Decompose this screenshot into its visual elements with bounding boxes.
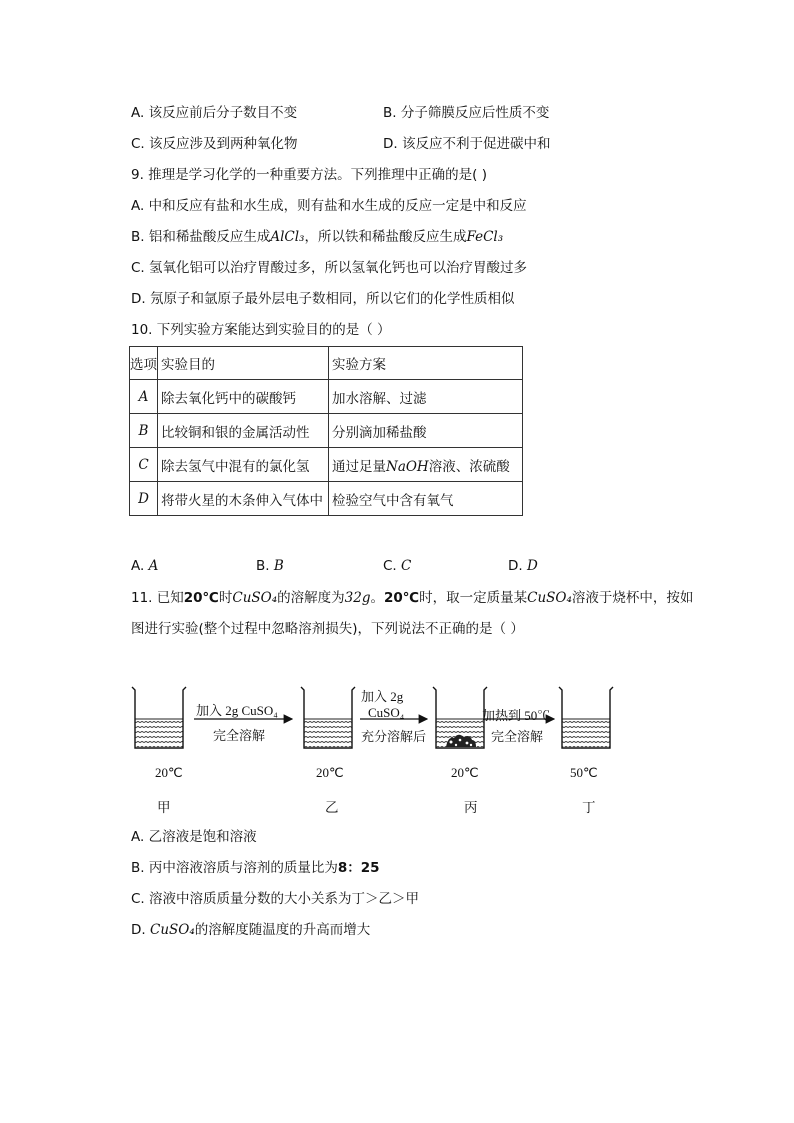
q8-option-a: A. 该反应前后分子数目不变 — [131, 105, 298, 121]
formula-alcl3: AlCl₃ — [270, 229, 305, 245]
formula-naoh: NaOH — [386, 458, 429, 475]
arrow-2-label-2 — [368, 705, 404, 721]
q10-option-c: C. C — [383, 558, 412, 574]
arrow-3-label-top — [482, 705, 550, 724]
row-plan — [329, 380, 523, 414]
temp-ding: 50℃ — [570, 765, 598, 780]
row-goal: 将带火星的木条伸入气体中 — [158, 482, 329, 516]
row-plan-text: 通过足量 — [332, 458, 386, 475]
temp-jia: 20℃ — [155, 765, 183, 780]
header-plan: 实验方案 — [329, 347, 523, 380]
q10-option-d-letter: D — [526, 558, 538, 574]
q11-stem-line2: 图进行实验(整个过程中忽略溶剂损失)，下列说法不正确的是（ ） — [131, 621, 524, 637]
row-plan-text2: 溶液、浓硫酸 — [428, 458, 510, 475]
row-plan — [329, 414, 523, 448]
table-row — [130, 380, 523, 414]
table-row — [130, 482, 523, 516]
name-jia: 甲 — [157, 800, 171, 816]
q11-text: 的溶解度为 — [277, 590, 345, 606]
q11-text: 溶液于烧杯中，按如 — [571, 590, 694, 606]
name-yi: 乙 — [325, 800, 339, 816]
beaker-bing — [433, 687, 487, 748]
row-plan — [329, 448, 523, 482]
arrow-label: 加入 2g CuSO₄ — [196, 703, 278, 718]
q11-value: 32g — [344, 590, 371, 606]
q11-option-d-text: 的溶解度随温度的升高而增大 — [194, 922, 371, 938]
q10-stem: 10. 下列实验方案能达到实验目的的是（ ） — [131, 322, 391, 338]
q10-option-b-letter: B — [273, 558, 284, 574]
q11-stem-line1 — [131, 589, 693, 607]
name-bing: 丙 — [464, 800, 478, 816]
beaker-ding — [559, 687, 613, 748]
row-plan-text: 检验空气中含有氧气 — [332, 492, 454, 509]
row-option: D — [130, 482, 158, 516]
q9-option-d: D. 氖原子和氩原子最外层电子数相同，所以它们的化学性质相似 — [131, 291, 515, 307]
q9-option-b-text2: ，所以铁和稀盐酸反应生成 — [304, 229, 467, 245]
q11-text: 时 — [218, 590, 233, 606]
q9-option-a: A. 中和反应有盐和水生成，则有盐和水生成的反应一定是中和反应 — [131, 198, 527, 214]
q8-option-c: C. 该反应涉及到两种氧化物 — [131, 136, 298, 152]
table-header-row — [130, 347, 523, 380]
q11-option-c: C. 溶液中溶质质量分数的大小关系为丁＞乙＞甲 — [131, 891, 420, 907]
q9-stem: 9. 推理是学习化学的一种重要方法。下列推理中正确的是( ) — [131, 167, 487, 183]
row-option: A — [130, 380, 158, 414]
row-option: C — [130, 448, 158, 482]
q11-text: 11. 已知 — [131, 590, 184, 606]
arrow-label: 加热到 50℃ — [482, 708, 551, 723]
q11-option-a: A. 乙溶液是饱和溶液 — [131, 829, 257, 845]
header-option: 选项 — [130, 347, 158, 380]
temp-yi: 20℃ — [316, 765, 344, 780]
table-row — [130, 448, 523, 482]
q9-option-b-text1: B. 铝和稀盐酸反应生成 — [131, 229, 271, 245]
formula-fecl3: FeCl₃ — [466, 229, 504, 245]
q11-option-b-ratio: 8：25 — [337, 860, 380, 876]
q11-option-d: D. CuSO₄的溶解度随温度的升高而增大 — [131, 922, 371, 938]
q10-option-a: A. A — [131, 558, 159, 574]
q8-option-b: B. 分子筛膜反应后性质不变 — [383, 105, 550, 121]
formula-cuso4: CuSO₄ — [149, 922, 195, 938]
temp-bing: 20℃ — [451, 765, 479, 780]
q10-option-d: D. D — [508, 558, 538, 574]
arrow-3-label-bottom: 完全溶解 — [491, 730, 544, 745]
table-row — [130, 414, 523, 448]
arrow-label: CuSO₄ — [368, 705, 405, 720]
beaker-jia — [132, 687, 186, 748]
arrow-2-label-3: 充分溶解后 — [361, 730, 427, 745]
q10-table — [129, 346, 523, 516]
q9-option-c: C. 氢氧化铝可以治疗胃酸过多，所以氢氧化钙也可以治疗胃酸过多 — [131, 260, 528, 276]
q11-text: 时，取一定质量某 — [419, 590, 528, 606]
arrow-2-label-1 — [361, 686, 403, 705]
q11-temp: 20℃ — [183, 590, 219, 606]
arrow-1-label-bottom: 完全溶解 — [213, 729, 266, 744]
row-plan-text: 分别滴加稀盐酸 — [332, 424, 427, 441]
q11-text: 。 — [370, 590, 384, 606]
formula-cuso4: CuSO₄ — [232, 590, 278, 606]
beaker-yi — [301, 687, 355, 748]
row-plan — [329, 482, 523, 516]
q9-option-b — [131, 228, 503, 246]
formula-cuso4: CuSO₄ — [527, 590, 572, 606]
q11-temp: 20℃ — [384, 590, 420, 606]
q10-option-c-letter: C — [401, 558, 412, 574]
row-goal: 比较铜和银的金属活动性 — [158, 414, 329, 448]
arrow-label: 加入 2g — [361, 689, 404, 704]
q10-option-a-letter: A — [148, 558, 159, 574]
name-ding: 丁 — [582, 800, 596, 816]
header-goal: 实验目的 — [158, 347, 329, 380]
row-goal: 除去氢气中混有的氯化氢 — [158, 448, 329, 482]
row-goal: 除去氧化钙中的碳酸钙 — [158, 380, 329, 414]
q8-option-d: D. 该反应不利于促进碳中和 — [383, 136, 551, 152]
q10-option-b: B. B — [256, 558, 284, 574]
row-option: B — [130, 414, 158, 448]
row-plan-text: 加水溶解、过滤 — [332, 390, 427, 407]
arrow-1-label-top — [196, 700, 278, 719]
q11-option-b-text: B. 丙中溶液溶质与溶剂的质量比为 — [131, 860, 338, 876]
q11-option-b — [131, 859, 380, 877]
